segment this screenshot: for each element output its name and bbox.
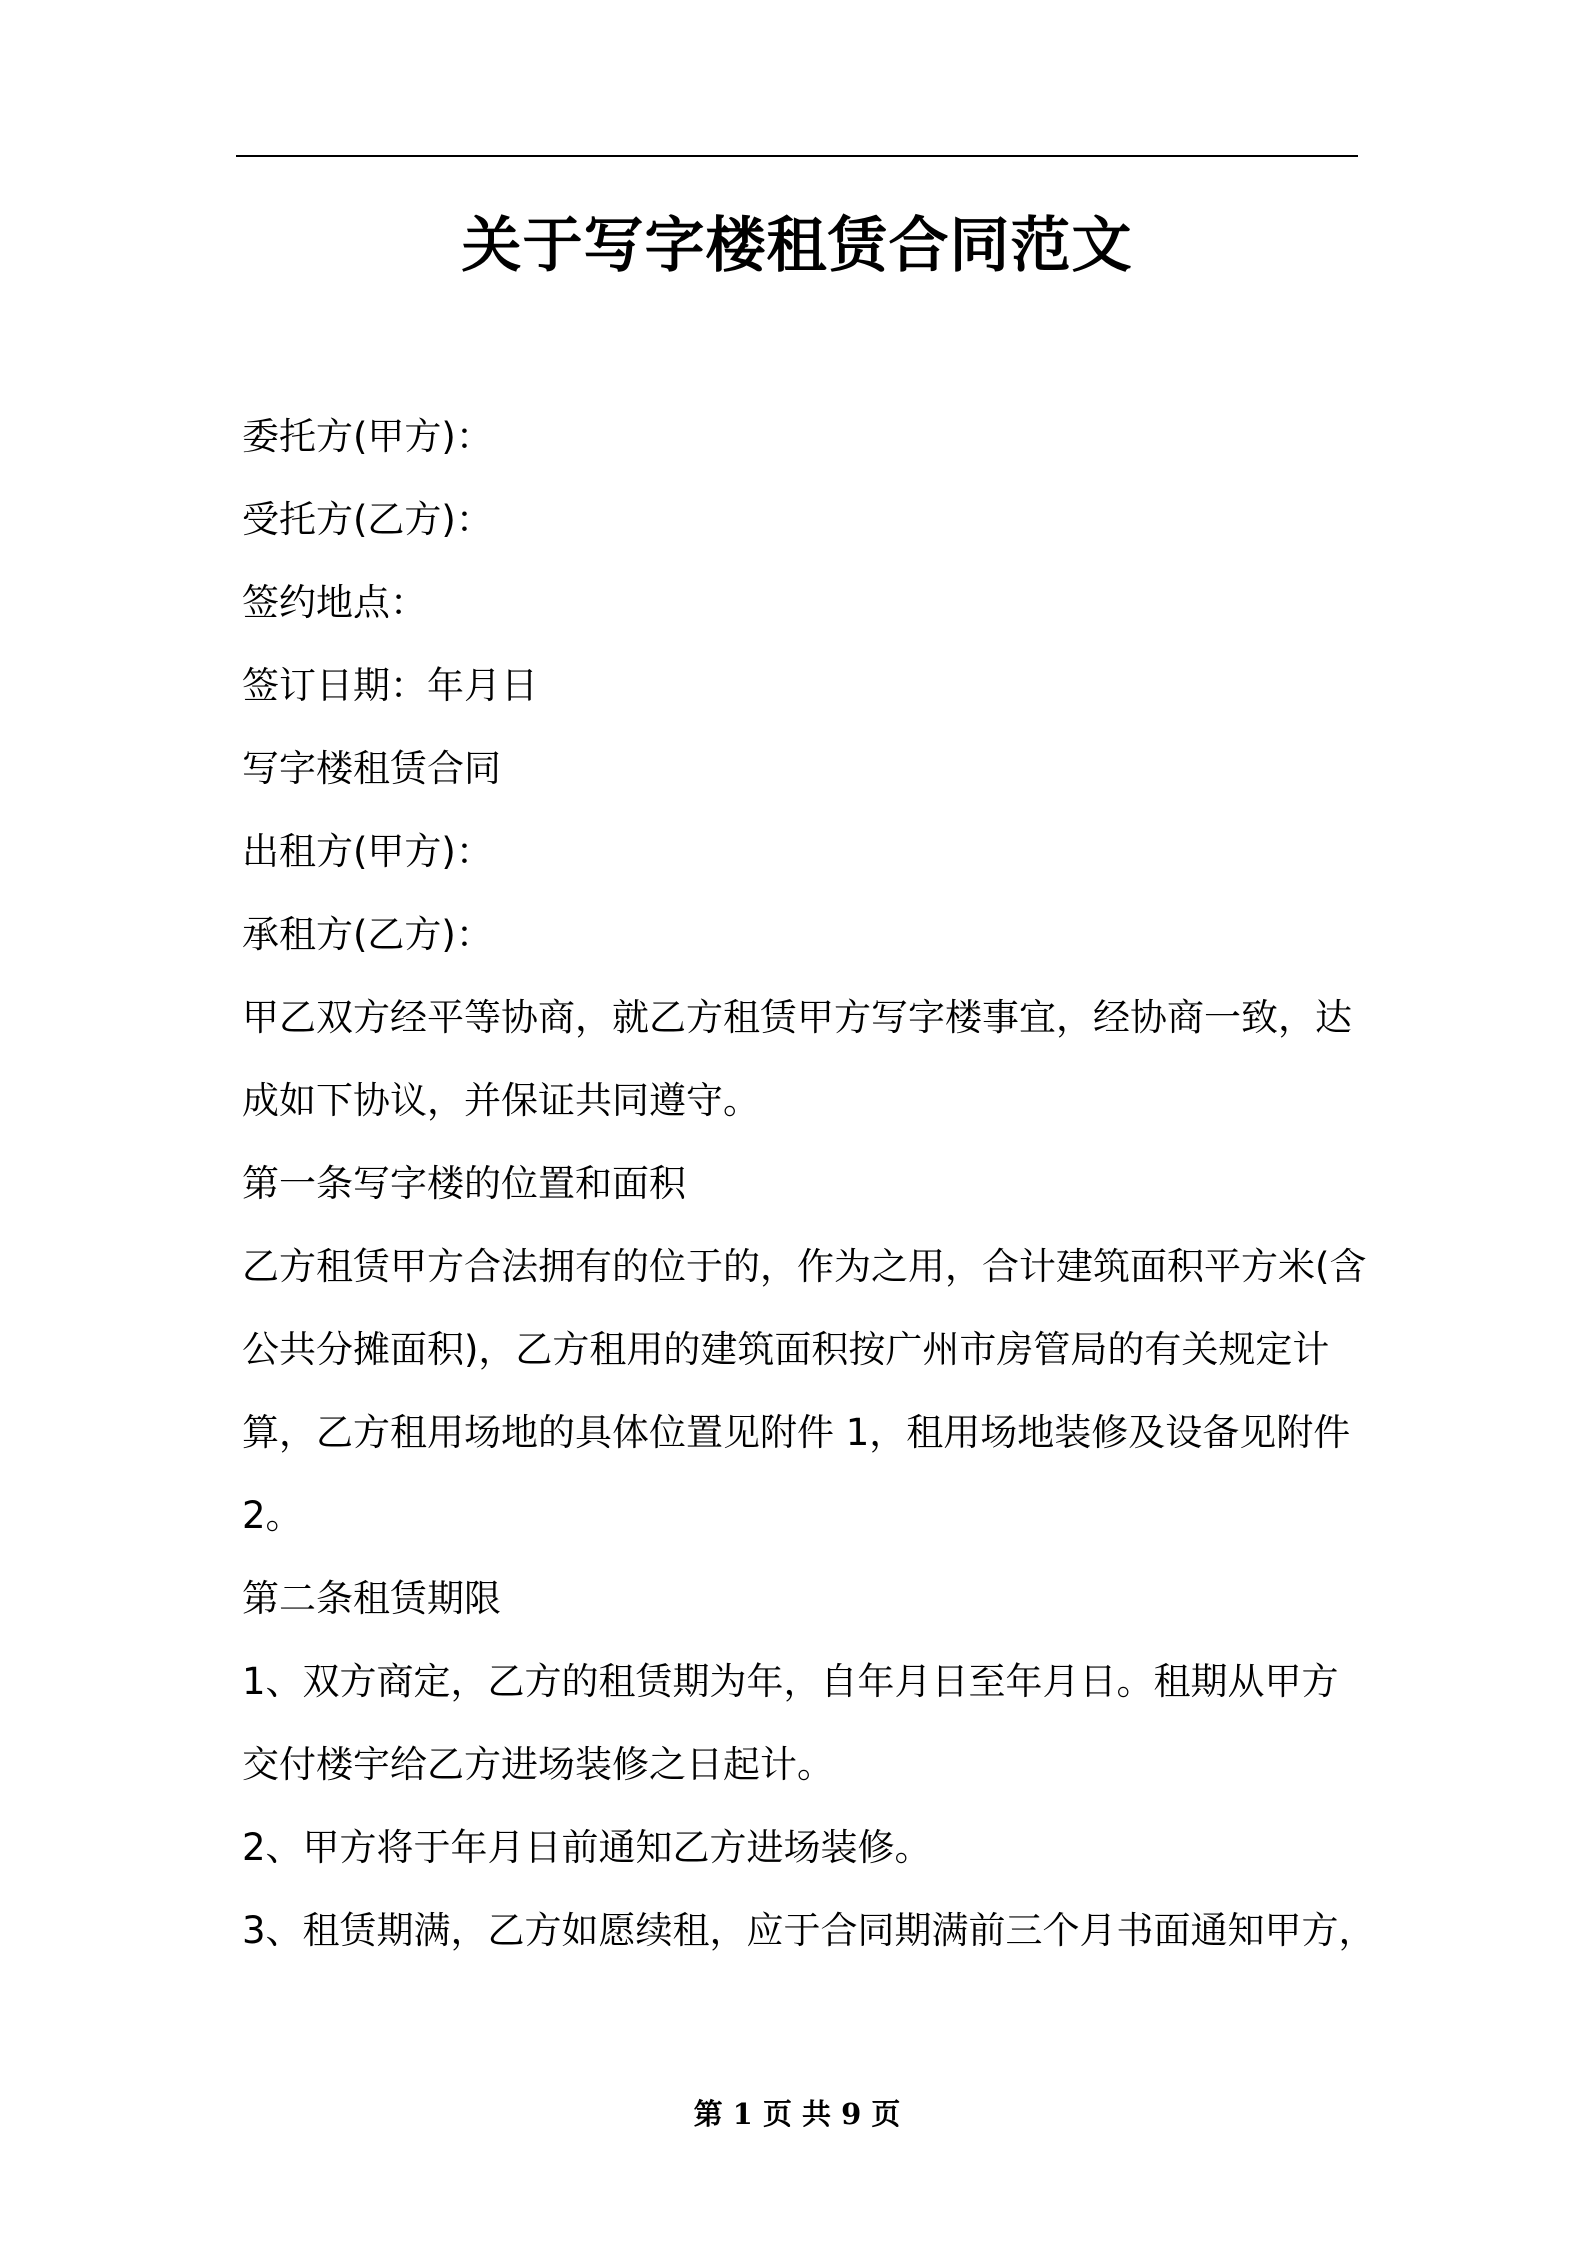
header-rule [236, 155, 1358, 157]
page-number-footer: 第 1 页 共 9 页 [693, 2097, 901, 2131]
paragraph-line: 1、双方商定，乙方的租赁期为年，自年月日至年月日。租期从甲方 [242, 1660, 1339, 1703]
text-line-trustee: 受托方(乙方)： [242, 498, 493, 541]
text-line-lessee: 承租方(乙方)： [242, 913, 493, 956]
paragraph-line: 交付楼宇给乙方进场装修之日起计。 [242, 1743, 834, 1786]
text-line-signing-date: 签订日期：年月日 [242, 664, 538, 707]
paragraph-line: 公共分摊面积)，乙方租用的建筑面积按广州市房管局的有关规定计 [242, 1328, 1330, 1371]
paragraph-line: 3、租赁期满，乙方如愿续租，应于合同期满前三个月书面通知甲方， [242, 1909, 1376, 1952]
paragraph-line: 2。 [242, 1494, 303, 1537]
document-title: 关于写字楼租赁合同范文 [461, 211, 1133, 281]
article-heading: 第一条写字楼的位置和面积 [242, 1162, 686, 1205]
paragraph-line: 成如下协议，并保证共同遵守。 [242, 1079, 760, 1122]
text-line-signing-place: 签约地点： [242, 581, 427, 624]
article-heading: 第二条租赁期限 [242, 1577, 501, 1620]
text-line-client: 委托方(甲方)： [242, 415, 493, 458]
paragraph-line: 算，乙方租用场地的具体位置见附件 1，租用场地装修及设备见附件 [242, 1411, 1351, 1454]
text-line-lessor: 出租方(甲方)： [242, 830, 493, 873]
paragraph-line: 甲乙双方经平等协商，就乙方租赁甲方写字楼事宜，经协商一致，达 [242, 996, 1352, 1039]
text-line-contract-heading: 写字楼租赁合同 [242, 747, 501, 790]
paragraph-line: 乙方租赁甲方合法拥有的位于的，作为之用，合计建筑面积平方米(含 [242, 1245, 1367, 1288]
paragraph-line: 2、甲方将于年月日前通知乙方进场装修。 [242, 1826, 932, 1869]
